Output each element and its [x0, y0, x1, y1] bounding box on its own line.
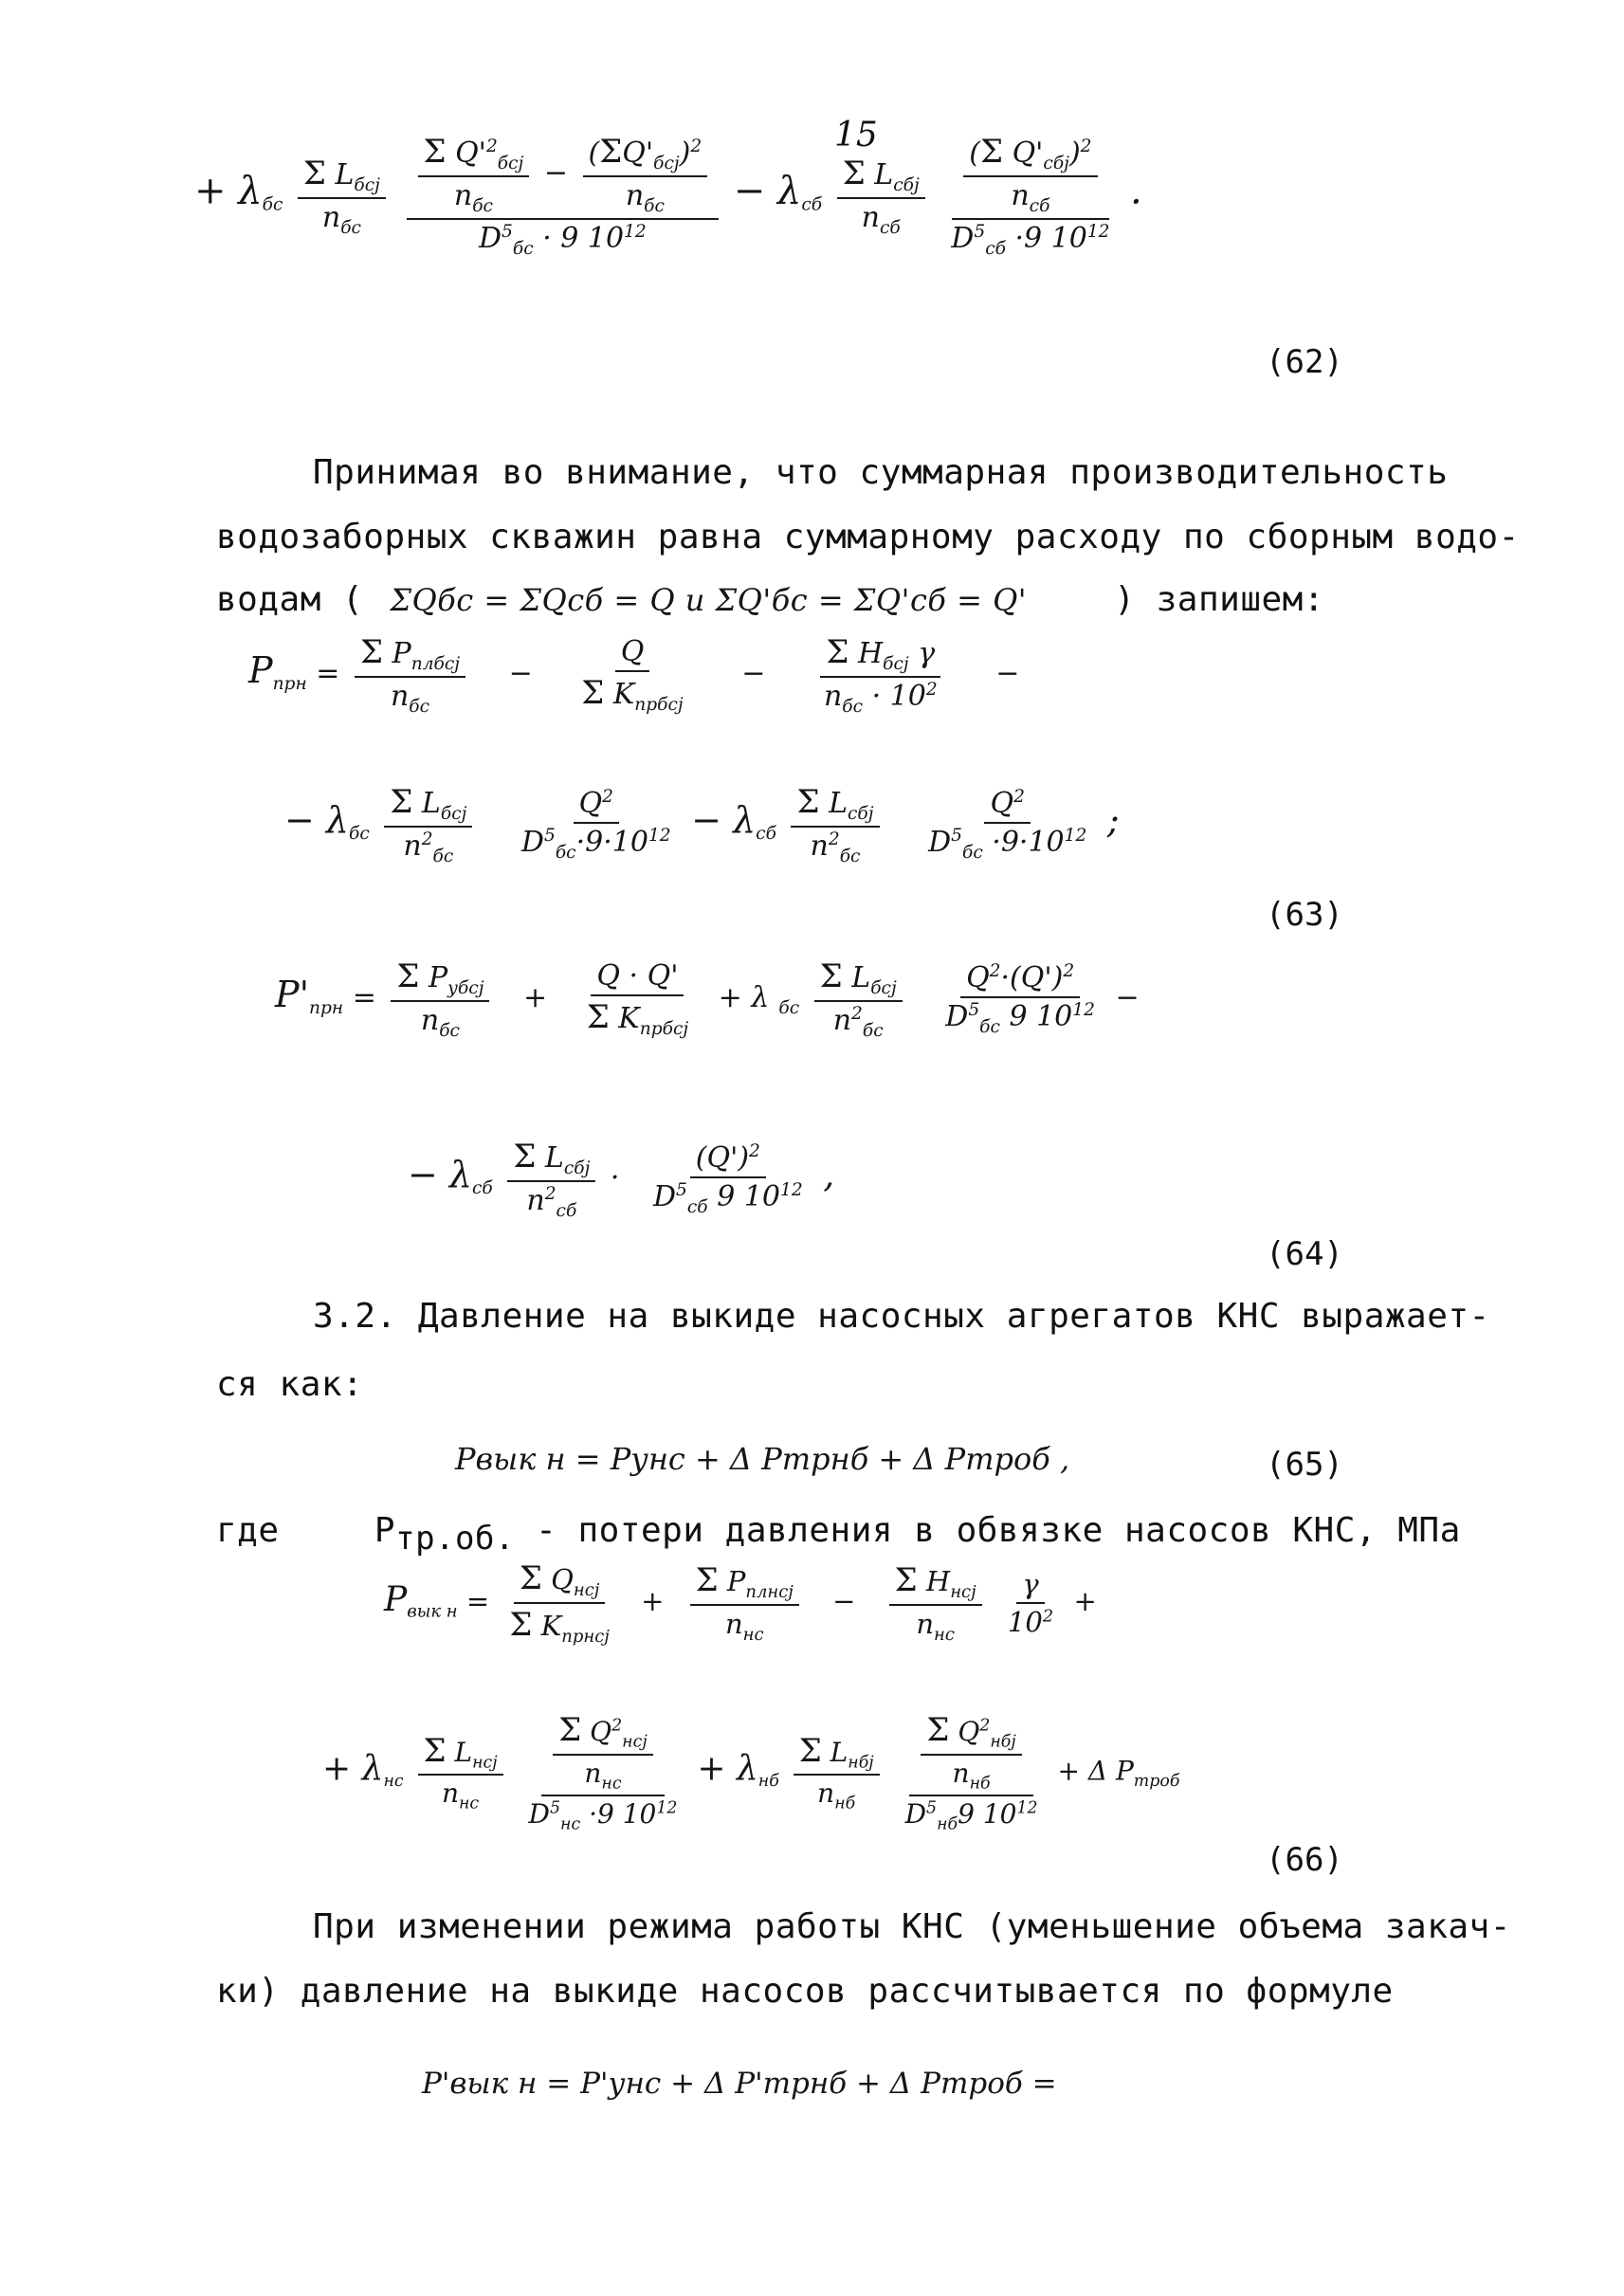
formula-67: P'вык н = P'унс + Δ P'трнб + Δ Pтроб =	[422, 2067, 1057, 2101]
para1-line3-end: ) запишем:	[1114, 580, 1325, 619]
eq-number-65: (65)	[1266, 1446, 1343, 1484]
para1-line1: Принимая во внимание, что суммарная производительность	[313, 453, 1449, 492]
para1-inline-math: ΣQбс = ΣQсб = Q и ΣQ'бс = ΣQ'сб = Q'	[390, 582, 1028, 618]
formula-63b: − $\lambda_{бс}$ $\frac{\Sigma L_{бсj}}{n^2_{бс}}$ $\frac{Q^2}{D^5_{бс}\cdot 9\cdot 10^{12}}$ − $\lambda_{сб}$ $\frac{\Sigma L_{сбj}}{n^2_{бс}}$ $\frac{Q^2}{D^5_{бс} \cdot 9\cdot 10^{12}}$ ;	[284, 783, 1120, 866]
formula-66b: + $\lambda_{нс}$ $\frac{\Sigma L_{нсj}}{n_{нс}}$ $\frac{\frac{\Sigma Q^2_{нсj}}{n_{нс}}}{D^5_{нс} \cdot 9 10^{12}}$ + $\lambda_{нб}$ $\frac{\Sigma L_{нбj}}{n_{нб}}$ $\frac{\frac{\Sigma Q^2_{нбj}}{n_{нб}}}{D^5_{нб}9 10^{12}}$ + Δ $P_{троб}$	[322, 1711, 1180, 1834]
para1-line3	[216, 580, 1324, 619]
formula-63a: $P_{прн}$ = $\frac{\Sigma P_{плбсj}}{n_{бс}}$ − $\frac{Q}{\Sigma K_{прбсj}}$ − $\frac{\Sigma H_{бсj} \gamma}{n_{бс} \cdot 10^2}$ −	[248, 633, 1020, 717]
page-number: 15	[834, 116, 878, 155]
eq-number-64: (64)	[1266, 1235, 1343, 1273]
para1-line3-start: водам (	[216, 580, 364, 619]
para1-line2: водозаборных скважин равна суммарному расходу по сборным водо-	[216, 518, 1520, 556]
eq-number-66: (66)	[1266, 1841, 1343, 1879]
where-line	[216, 1511, 1461, 1558]
eq-number-62: (62)	[1266, 343, 1343, 381]
formula-64b: − $\lambda_{сб}$ $\frac{\Sigma L_{сбj}}{n^2_{сб}}$ · $\frac{(Q')^2}{D^5_{сб} 9 10^{12}}$ ,	[408, 1138, 835, 1221]
formula-65: Pвык н = Pунс + Δ Pтрнб + Δ Pтроб ,	[455, 1441, 1070, 1477]
section-3-2-line1: 3.2. Давление на выкиде насосных агрегатов КНС выражает-	[313, 1297, 1490, 1336]
formula-64a: $P'_{прн}$ = $\frac{\Sigma P_{убсj}}{n_{бс}}$ + $\frac{Q \cdot Q'}{\Sigma K_{прбсj}}$ + λ $_{бс}$ $\frac{\Sigma L_{бсj}}{n^2_{бс}}$ $\frac{Q^2\cdot(Q')^2}{D^5_{бс} 9 10^{12}}$ −	[275, 957, 1140, 1041]
formula-62: + $\lambda_{бс}$ $\frac{\Sigma L_{бсj}}{n_{бс}}$ $\frac{\Sigma Q'^2_{бсj}}{n_{бс}}$ − $\frac{(\Sigma Q'_{бсj})^2}{n_{бс}}$ $D^5_{бс} \cdot 9$ $10^{12}$ − $\lambda_{сб}$ $\frac{\Sigma L_{сбj}}{n_{сб}}$ $\frac{\frac{(\Sigma Q'_{сбj})^2}{n_{сб}}}{D^5_{сб} \cdot 9 10^{12}}$ .	[194, 133, 1142, 259]
where-symbol-sub: тр.об.	[395, 1520, 515, 1558]
where-description: - потери давления в обвязке насосов КНС, МПа	[536, 1511, 1461, 1550]
para2-line1: При изменении режима работы КНС (уменьшение объема закач-	[313, 1907, 1511, 1946]
eq-number-63: (63)	[1266, 896, 1343, 934]
section-3-2-line2: ся как:	[216, 1365, 364, 1404]
formula-66a: $P_{вык н}$ = $\frac{\Sigma Q_{нсj}}{\Sigma K_{прнсj}}$ + $\frac{\Sigma P_{плнсj}}{n_{нс}}$ − $\frac{\Sigma H_{нсj}}{n_{нс}}$ $\frac{\gamma}{10^2}$ +	[384, 1559, 1097, 1647]
where-label: где	[216, 1511, 280, 1550]
para2-line2: ки) давление на выкиде насосов рассчитывается по формуле	[216, 1972, 1394, 2011]
where-symbol: P	[374, 1511, 396, 1550]
